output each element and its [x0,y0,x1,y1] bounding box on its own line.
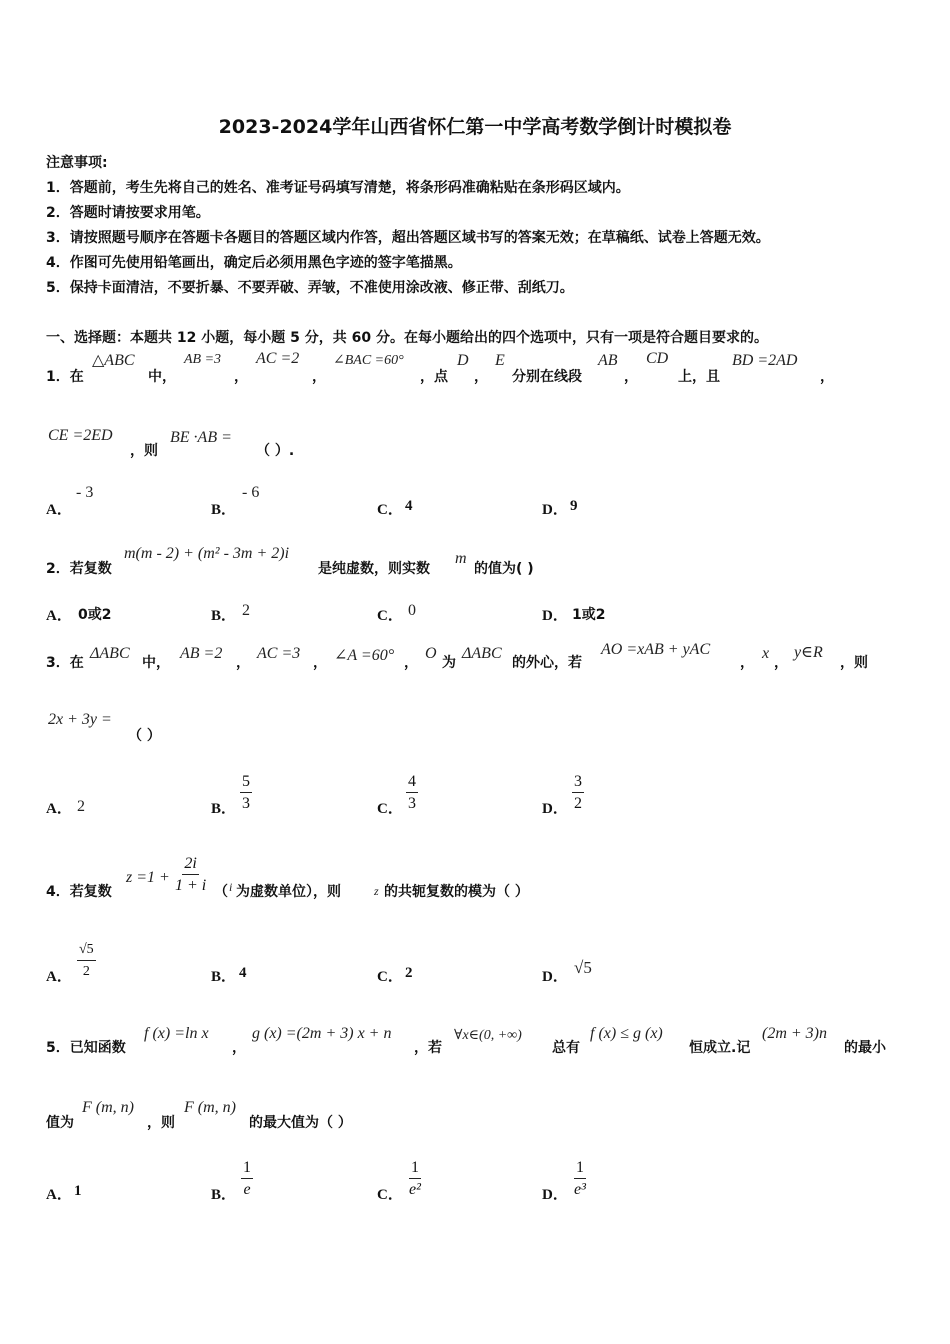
fraction-numerator: 4 [406,772,418,793]
option-value: 0或2 [78,607,112,623]
option-label: B． [211,801,237,817]
q1-math: △ABC [92,352,135,369]
q3-math: ΔABC [90,645,130,662]
q5-text: 总有 [552,1040,580,1056]
q1-text: （ ）. [256,443,295,459]
q3-text: （ ） [128,728,161,744]
notice-item: 4．作图可先使用铅笔画出，确定后必须用黑色字迹的签字笔描黑。 [46,255,462,271]
q5-math: (2m + 3)n [762,1025,828,1042]
q1-text: 上，且 [678,369,720,385]
q5-text: 恒成立.记 [689,1040,751,1056]
fraction-denominator: 2 [574,795,582,812]
q3-text: 中， [142,655,170,671]
q3-math: ΔABC [462,645,502,662]
q1-math: BE ·AB = [170,429,232,446]
option-label: A． [46,608,72,624]
q3-text: ，则 [840,655,868,671]
q4-math: z =1 + [126,869,170,886]
option-fraction [240,772,252,813]
q1-math: D [457,352,469,369]
option-value: 2 [77,798,85,815]
q3-math: y∈R [794,644,823,661]
option-label: C． [377,502,403,518]
option-label: A． [46,969,72,985]
notice-item: 3．请按照题号顺序在答题卡各题目的答题区域内作答，超出答题区域书写的答案无效；在草稿纸、试卷上答题无效。 [46,230,770,246]
option-label: D． [542,608,568,624]
option-fraction [572,772,584,813]
q1-math: AB =3 [184,352,222,367]
q3-math: O [425,645,437,662]
q1-math: ∠BAC =60° [333,353,404,368]
fraction-numerator: 3 [572,772,584,793]
option-value: 4 [405,498,413,514]
option-label: D． [542,969,568,985]
option-label: B． [211,1187,237,1203]
option-label: D． [542,502,568,518]
option-label: B． [211,502,237,518]
q3-text: 为 [442,655,456,671]
q5-math: F (m, n) [82,1099,134,1116]
fraction-denominator: 2 [82,964,90,979]
q4-text: 4．若复数 [46,884,112,900]
notice-item: 5．保持卡面清洁，不要折暴、不要弄破、弄皱，不准使用涂改液、修正带、刮纸刀。 [46,280,574,296]
section-heading: 一、选择题：本题共 12 小题，每小题 5 分，共 60 分。在每小题给出的四个选项中，只有一项是符合题目要求的。 [46,330,768,346]
page-title: 2023-2024学年山西省怀仁第一中学高考数学倒计时模拟卷 [218,116,732,138]
fraction-denominator: e² [409,1181,421,1198]
fraction-numerator: 2i [182,854,198,875]
q1-text: ，则 [130,443,158,459]
option-value: 0 [408,602,416,619]
fraction-numerator: 1 [574,1158,586,1179]
q3-math: x [762,645,770,662]
q5-text: 的最大值为（ ） [249,1115,352,1131]
fraction-numerator: √5 [77,940,96,961]
q2-math: m(m - 2) + (m² - 3m + 2)i [124,545,290,562]
q2-text: 的值为( ) [474,561,534,577]
q1-text: 分别在线段 [512,369,582,385]
q3-math: AB =2 [180,645,223,662]
q5-text: 值为 [46,1115,74,1131]
option-fraction [406,772,418,813]
q4-math: z [374,884,379,898]
option-value: 1或2 [572,607,606,623]
fraction-denominator: e [243,1181,251,1198]
q5-math: F (m, n) [184,1099,236,1116]
q3-math: AO =xAB + yAC [601,641,711,658]
option-label: A． [46,801,72,817]
option-value: 9 [570,498,578,514]
q1-math: E [495,352,505,369]
q2-math: m [455,550,467,567]
q5-text: 5．已知函数 [46,1040,126,1056]
q5-text: ，则 [147,1115,175,1131]
option-label: A． [46,502,72,518]
option-value: √5 [574,958,592,977]
option-label: B． [211,969,237,985]
q1-math: AC =2 [256,350,300,367]
option-label: C． [377,1187,403,1203]
q5-math: ∀x∈(0, +∞) [454,1028,522,1043]
fraction-denominator: 1 + i [175,877,207,894]
q1-math: CE =2ED [48,427,113,444]
option-label: D． [542,801,568,817]
q5-math: g (x) =(2m + 3) x + n [252,1025,392,1042]
q3-math: AC =3 [257,645,301,662]
q1-math: BD =2AD [732,352,798,369]
option-fraction [407,1158,423,1199]
q1-math: CD [646,350,669,367]
option-value: 4 [239,965,247,981]
option-label: B． [211,608,237,624]
q3-text: 3．在 [46,655,84,671]
option-label: C． [377,969,403,985]
option-fraction [241,1158,253,1199]
q1-text: 1．在 [46,369,84,385]
q3-math: 2x + 3y = [48,711,112,728]
notice-item: 2．答题时请按要求用笔。 [46,205,210,221]
fraction-numerator: 1 [409,1158,421,1179]
q3-math: ∠A =60° [334,647,395,664]
q1-math: AB [598,352,618,369]
option-fraction [77,940,96,981]
q4-fraction [173,854,208,895]
option-value: 2 [405,965,413,981]
option-value: 1 [74,1183,82,1199]
q2-text: 是纯虚数，则实数 [318,561,430,577]
q4-text: 的共轭复数的模为（ ） [384,884,529,900]
q5-text: ，若 [414,1040,442,1056]
fraction-numerator: 5 [240,772,252,793]
q5-math: f (x) =ln x [144,1025,209,1042]
fraction-denominator: 3 [242,795,250,812]
q1-text: 中， [148,369,176,385]
option-label: C． [377,801,403,817]
option-fraction [572,1158,588,1199]
q4-text: 为虚数单位），则 [236,884,341,900]
q4-text: （ [214,884,228,900]
fraction-denominator: e³ [574,1181,586,1198]
notice-heading: 注意事项: [46,155,108,171]
option-label: A． [46,1187,72,1203]
q5-text: 的最小 [844,1040,886,1056]
q1-text: ，点 [420,369,448,385]
option-label: D． [542,1187,568,1203]
fraction-denominator: 3 [408,795,416,812]
option-value: 2 [242,602,250,619]
option-value: - 6 [242,484,260,501]
fraction-numerator: 1 [241,1158,253,1179]
q2-text: 2．若复数 [46,561,112,577]
q3-text: 的外心，若 [512,655,582,671]
q5-math: f (x) ≤ g (x) [590,1025,663,1042]
q4-math: i [229,880,233,894]
notice-item: 1．答题前，考生先将自己的姓名、准考证号码填写清楚，将条形码准确粘贴在条形码区域内。 [46,180,630,196]
option-label: C． [377,608,403,624]
option-value: - 3 [76,484,94,501]
